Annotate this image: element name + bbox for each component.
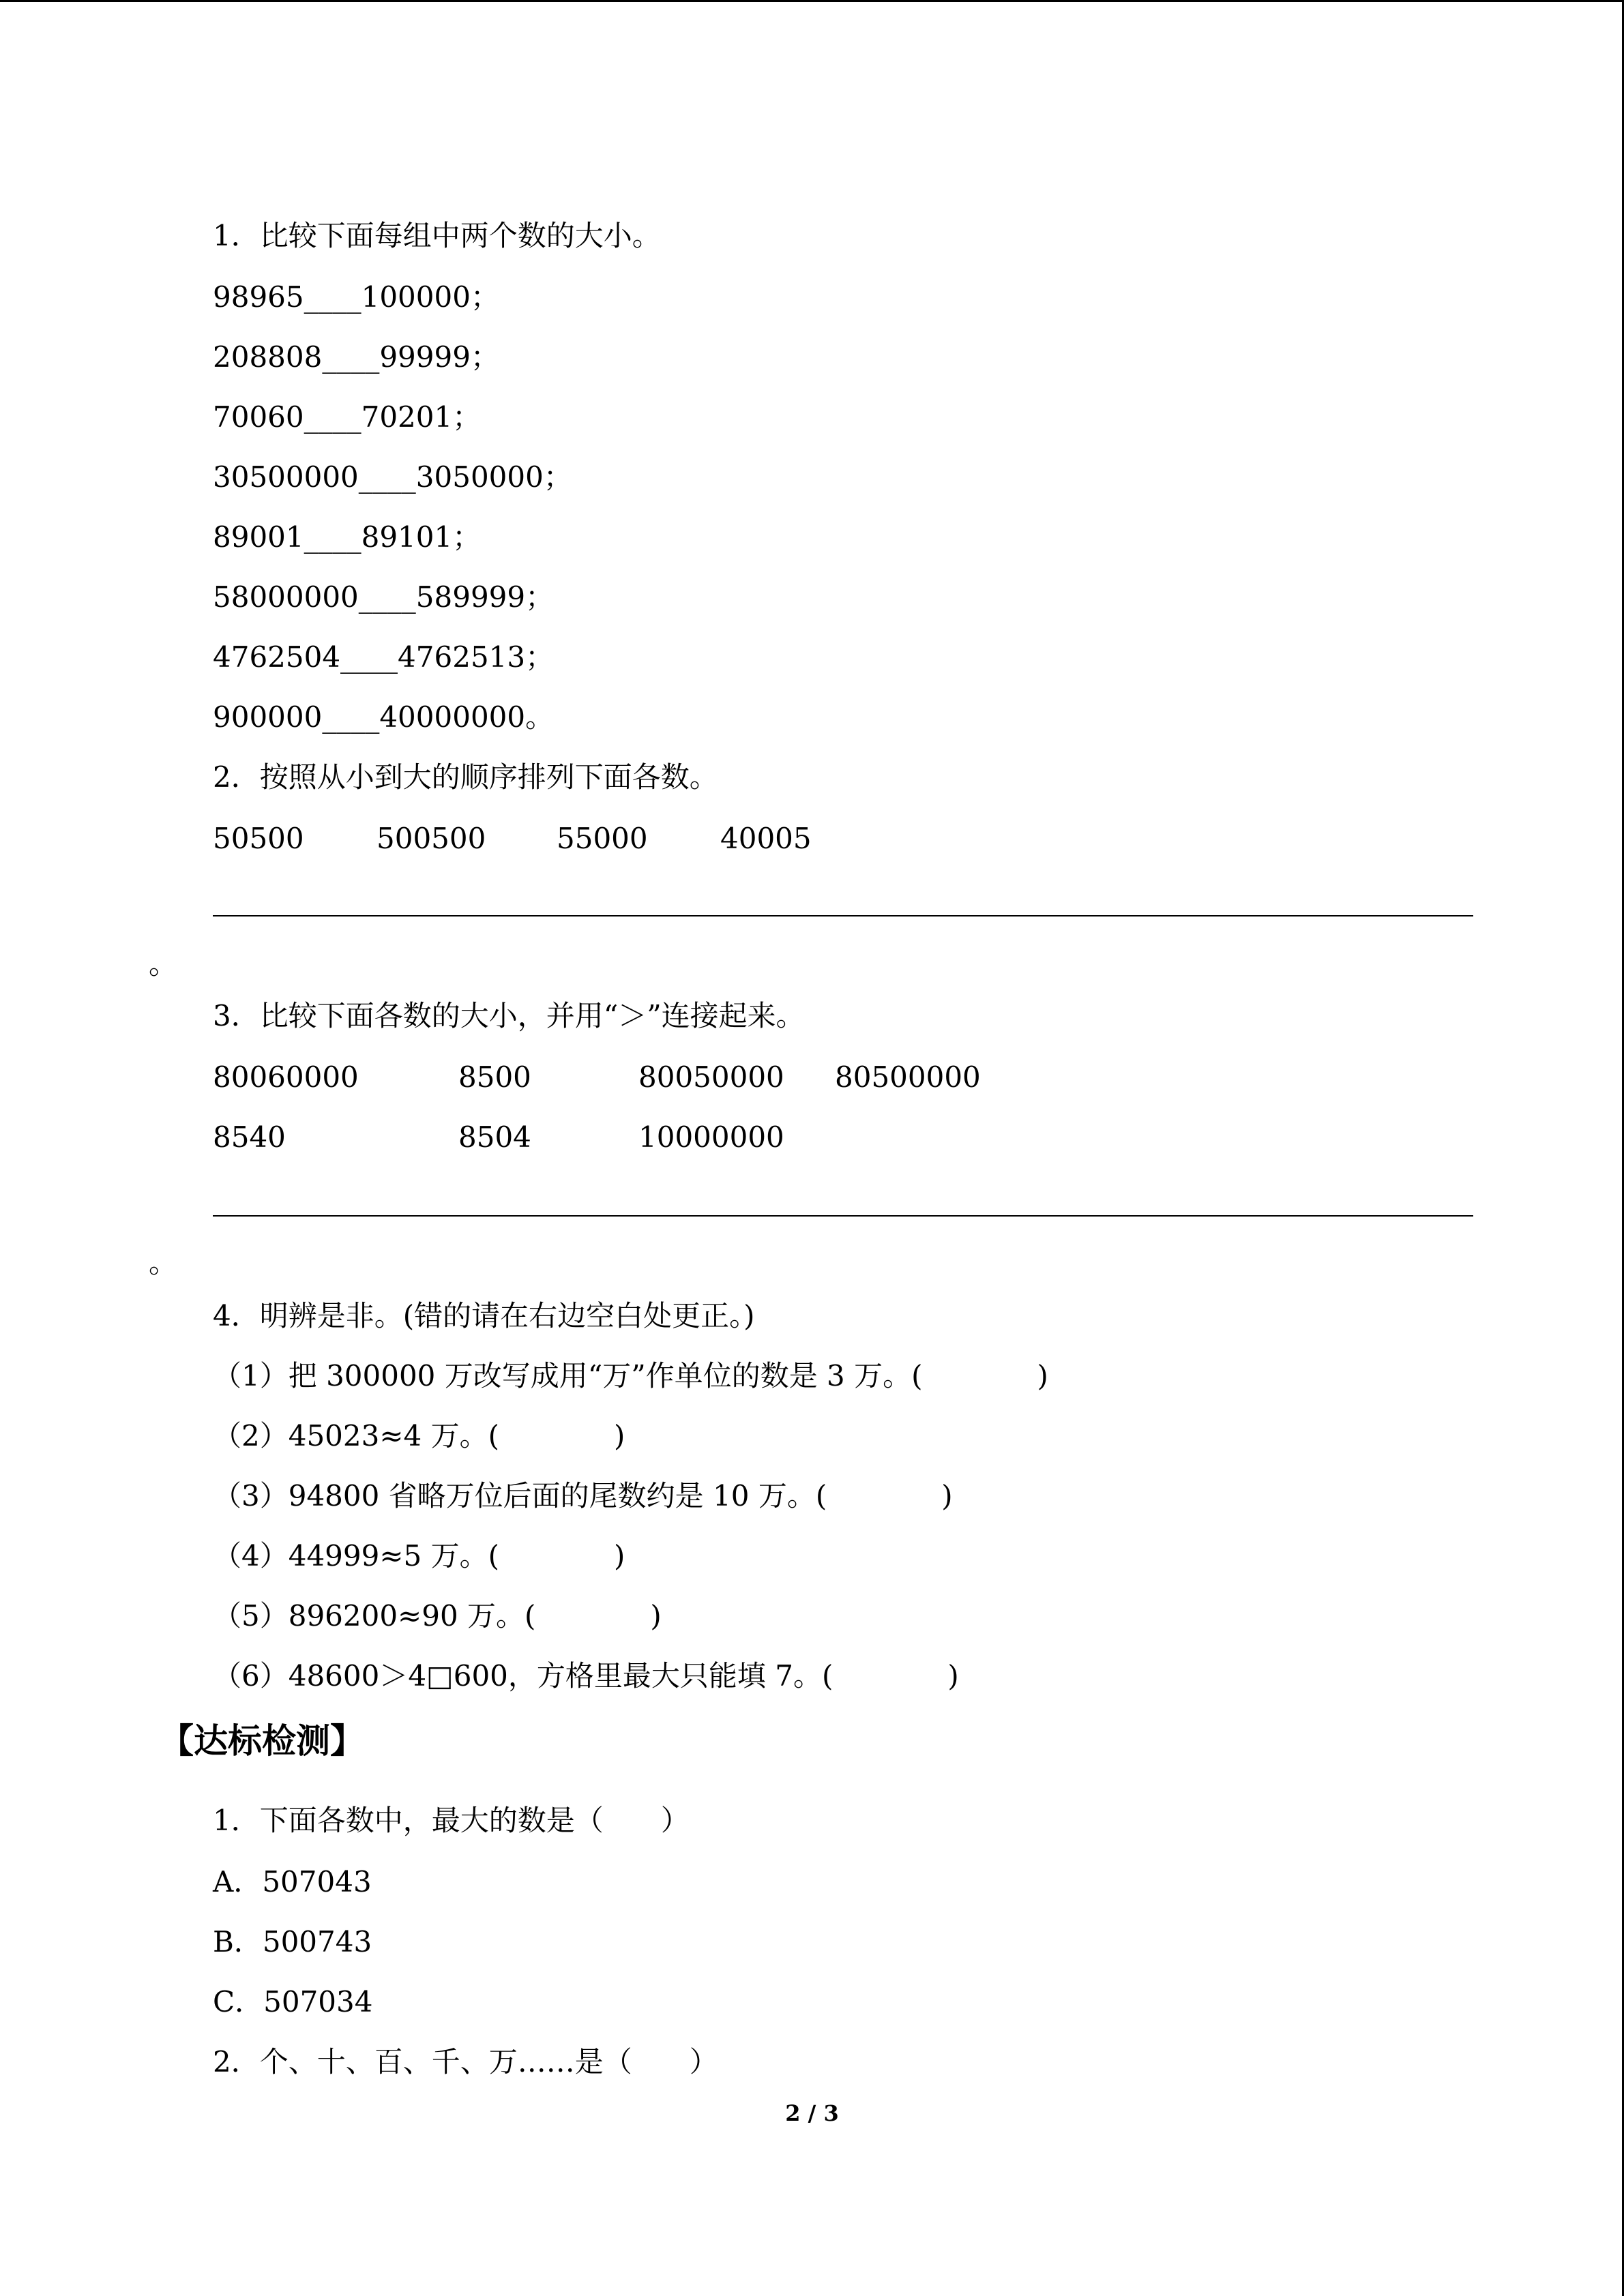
q1-item: 4762504____4762513； <box>213 640 555 674</box>
q3-number: 10000000 <box>638 1120 784 1154</box>
q1-item: 70060____70201； <box>213 400 482 434</box>
q4-item: （3）94800 省略万位后面的尾数约是 10 万。( ) <box>213 1479 953 1512</box>
q1-item: 900000____40000000。 <box>213 700 555 734</box>
q1-item: 30500000____3050000； <box>213 460 572 494</box>
q3-number: 80060000 <box>213 1060 359 1094</box>
q1-item: 98965____100000； <box>213 280 499 314</box>
q1-title: 1．比较下面每组中两个数的大小。 <box>213 219 661 252</box>
q3-number: 8504 <box>458 1120 531 1154</box>
q3-title: 3．比较下面各数的大小，并用“＞”连接起来。 <box>213 999 805 1032</box>
q1-item: 58000000____589999； <box>213 580 555 614</box>
q2-number: 55000 <box>557 822 648 855</box>
q3-number: 80050000 <box>638 1060 784 1094</box>
q1-item: 208808____99999； <box>213 340 499 374</box>
q2-number: 50500 <box>213 822 304 855</box>
test-q2-title: 2．个、十、百、千、万……是（ ） <box>213 2045 718 2078</box>
q3-number: 8540 <box>213 1120 286 1154</box>
q4-item: （1）把 300000 万改写成用“万”作单位的数是 3 万。( ) <box>213 1359 1048 1392</box>
q3-number: 8500 <box>458 1060 531 1094</box>
section-heading: 【达标检测】 <box>160 1721 364 1761</box>
q3-answer-line <box>213 1215 1473 1217</box>
q2-number: 40005 <box>720 822 812 855</box>
test-q1-title: 1．下面各数中，最大的数是（ ） <box>213 1804 690 1837</box>
test-q1-option: A．507043 <box>213 1865 372 1898</box>
q3-end-mark: 。 <box>149 1246 178 1279</box>
q4-item: （2）45023≈4 万。( ) <box>213 1419 625 1452</box>
test-q1-option: B．500743 <box>213 1925 372 1958</box>
q2-answer-line <box>213 915 1473 916</box>
page-number: 2 / 3 <box>785 2100 839 2126</box>
q2-end-mark: 。 <box>149 947 178 981</box>
q2-number: 500500 <box>377 822 486 855</box>
q4-item: （5）896200≈90 万。( ) <box>213 1599 662 1632</box>
q3-number: 80500000 <box>835 1060 981 1094</box>
q2-title: 2．按照从小到大的顺序排列下面各数。 <box>213 760 718 794</box>
q4-title: 4．明辨是非。(错的请在右边空白处更正。) <box>213 1299 755 1332</box>
q1-item: 89001____89101； <box>213 520 482 554</box>
q4-item: （6）48600＞4□600，方格里最大只能填 7。( ) <box>213 1659 959 1693</box>
test-q1-option: C．507034 <box>213 1985 373 2018</box>
q4-item: （4）44999≈5 万。( ) <box>213 1539 625 1572</box>
